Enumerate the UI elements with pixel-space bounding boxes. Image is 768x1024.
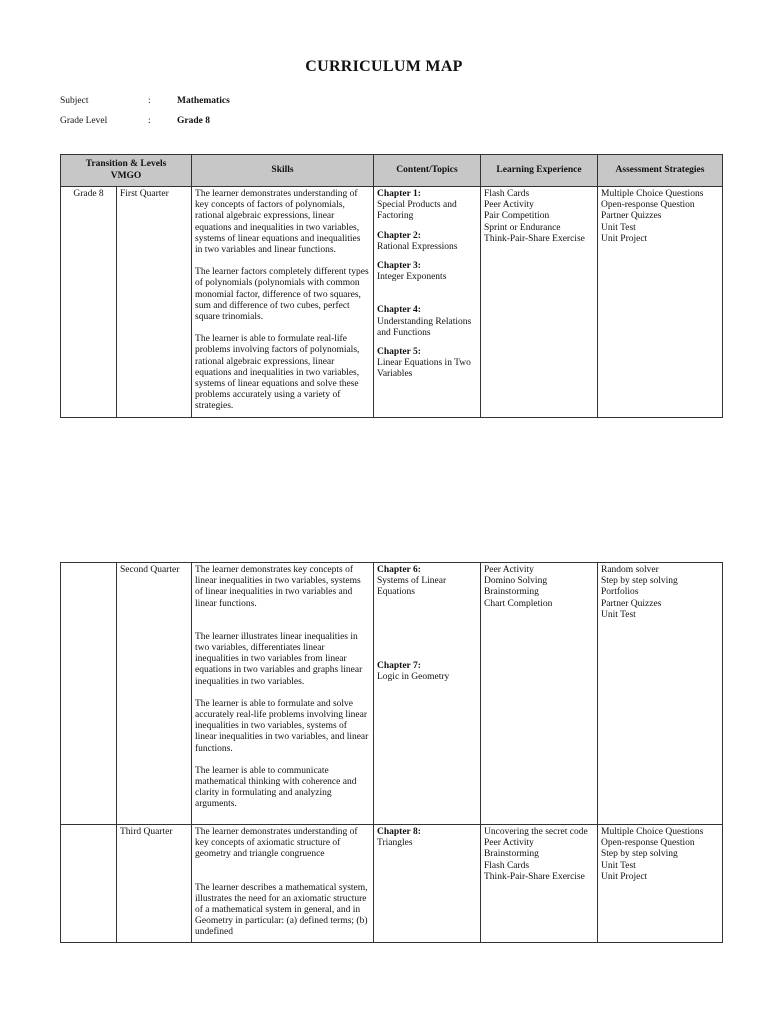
- skill-paragraph: The learner illustrates linear inequalities in two variables, differentiates linear inequalities in two variables from linear equations in two variables and graphs linear inequalities in two variables.: [195, 631, 363, 687]
- grade-cell: [61, 825, 117, 943]
- learning-item: Flash Cards: [484, 860, 530, 871]
- quarter-cell: Second Quarter: [117, 563, 192, 825]
- content-topics-cell: [374, 563, 481, 825]
- assessment-item: Partner Quizzes: [601, 598, 662, 609]
- curriculum-table-part-1: [60, 154, 723, 418]
- assessment-item: Unit Project: [601, 871, 648, 882]
- assessment-cell: [598, 825, 723, 943]
- assessment-item: Portfolios: [601, 587, 639, 598]
- assessment-item: Unit Test: [601, 609, 636, 620]
- learning-item: Brainstorming: [484, 587, 539, 598]
- chapter-label: Chapter 2:: [377, 230, 421, 241]
- assessment-cell: [598, 187, 723, 418]
- quarter-cell: Third Quarter: [117, 825, 192, 943]
- grade-level-value: Grade 8: [177, 116, 210, 126]
- learning-item: Pair Competition: [484, 211, 550, 222]
- grade-level-colon: :: [148, 116, 151, 126]
- skills-cell: [192, 187, 374, 418]
- table-row: [61, 825, 723, 943]
- learning-item: Think-Pair-Share Exercise: [484, 871, 585, 882]
- assessment-item: Partner Quizzes: [601, 211, 662, 222]
- learning-item: Uncovering the secret code: [484, 827, 588, 837]
- chapter-topic: Systems of Linear Equations: [377, 576, 447, 598]
- header-content-topics: Content/Topics: [374, 155, 481, 187]
- skill-paragraph: The learner demonstrates understanding of key concepts of factors of polynomials, rational algebraic expressions, linear equations and inequalities in two variables, systems of linear equations and inequalities in two variables and linear functions.: [195, 189, 361, 256]
- skill-paragraph: The learner is able to communicate mathematical thinking with coherence and clarity in formulating and analyzing arguments.: [195, 765, 357, 810]
- subject-colon: :: [148, 96, 151, 106]
- learning-item: Chart Completion: [484, 598, 553, 609]
- grade-cell: [61, 563, 117, 825]
- learning-experience-cell: [481, 187, 598, 418]
- assessment-item: Unit Test: [601, 222, 636, 233]
- header-skills: Skills: [192, 155, 374, 187]
- chapter-label: Chapter 7:: [377, 660, 421, 671]
- document-title: CURRICULUM MAP: [305, 58, 463, 75]
- learning-item: Think-Pair-Share Exercise: [484, 233, 585, 244]
- learning-item: Sprint or Endurance: [484, 222, 561, 233]
- skills-cell: [192, 825, 374, 943]
- learning-item: Domino Solving: [484, 576, 548, 587]
- quarter-cell: First Quarter: [117, 187, 192, 418]
- chapter-topic: Special Products and Factoring: [377, 200, 457, 222]
- header-learning-experience: Learning Experience: [481, 155, 598, 187]
- table-row: [61, 563, 723, 825]
- assessment-item: Open-response Question: [601, 838, 695, 849]
- skills-cell: [192, 563, 374, 825]
- chapter-label: Chapter 1:: [377, 189, 421, 199]
- grade-level-line: [60, 116, 210, 126]
- skill-paragraph: The learner is able to formulate and solve accurately real-life problems involving linear inequalities in two variables, systems of linear inequalities in two variables, and linear functions.: [195, 698, 369, 754]
- assessment-item: Random solver: [601, 565, 659, 575]
- chapter-label: Chapter 6:: [377, 565, 421, 575]
- assessment-item: Step by step solving: [601, 849, 678, 860]
- chapter-label: Chapter 3:: [377, 261, 421, 272]
- assessment-cell: [598, 563, 723, 825]
- chapter-label: Chapter 8:: [377, 827, 421, 837]
- chapter-topic: Triangles: [377, 838, 413, 849]
- learning-item: Peer Activity: [484, 838, 534, 849]
- table-row: [61, 187, 723, 418]
- header-transition: Transition & Levels VMGO: [61, 155, 192, 187]
- skill-paragraph: The learner is able to formulate real-life problems involving factors of polynomials, rational algebraic expressions, linear equations and inequalities in two variables, systems of linear equations and solve these problems accurately using a variety of strategies.: [195, 334, 360, 412]
- assessment-item: Open-response Question: [601, 200, 695, 211]
- learning-item: Flash Cards: [484, 189, 530, 199]
- learning-experience-cell: [481, 563, 598, 825]
- assessment-item: Unit Test: [601, 860, 636, 871]
- learning-experience-cell: [481, 825, 598, 943]
- content-topics-cell: [374, 825, 481, 943]
- learning-item: Brainstorming: [484, 849, 539, 860]
- skill-paragraph: The learner demonstrates understanding of key concepts of axiomatic structure of geometry and triangle congruence: [195, 827, 358, 860]
- skill-paragraph: The learner describes a mathematical system, illustrates the need for an axiomatic structure of a mathematical system in general, and in Geometry in particular: (a) defined terms; (b) undefined: [195, 882, 368, 938]
- chapter-topic: Linear Equations in Two Variables: [377, 358, 471, 380]
- chapter-topic: Logic in Geometry: [377, 671, 450, 682]
- header-assessment-strategies: Assessment Strategies: [598, 155, 723, 187]
- chapter-topic: Rational Expressions: [377, 241, 458, 252]
- chapter-topic: Understanding Relations and Functions: [377, 316, 472, 338]
- content-topics-cell: [374, 187, 481, 418]
- table-header-row: [61, 155, 723, 187]
- learning-item: Peer Activity: [484, 200, 534, 211]
- assessment-item: Multiple Choice Questions: [601, 189, 704, 199]
- assessment-item: Unit Project: [601, 233, 648, 244]
- chapter-label: Chapter 5:: [377, 347, 421, 358]
- learning-item: Peer Activity: [484, 565, 534, 575]
- assessment-item: Step by step solving: [601, 576, 678, 587]
- chapter-label: Chapter 4:: [377, 305, 421, 316]
- assessment-item: Multiple Choice Questions: [601, 827, 704, 837]
- grade-cell: Grade 8: [61, 187, 117, 418]
- grade-level-label: Grade Level: [60, 116, 108, 126]
- skill-paragraph: The learner demonstrates key concepts of linear inequalities in two variables, systems of linear inequalities in two variables and linear functions.: [195, 565, 361, 609]
- chapter-topic: Integer Exponents: [377, 272, 447, 283]
- skill-paragraph: The learner factors completely different types of polynomials (polynomials with common monomial factor, difference of two squares, sum and difference of two cubes, perfect square trinomials.: [195, 267, 369, 323]
- subject-line: [60, 96, 230, 106]
- subject-value: Mathematics: [177, 96, 230, 106]
- subject-label: Subject: [60, 96, 89, 106]
- curriculum-table-part-2: [60, 562, 723, 943]
